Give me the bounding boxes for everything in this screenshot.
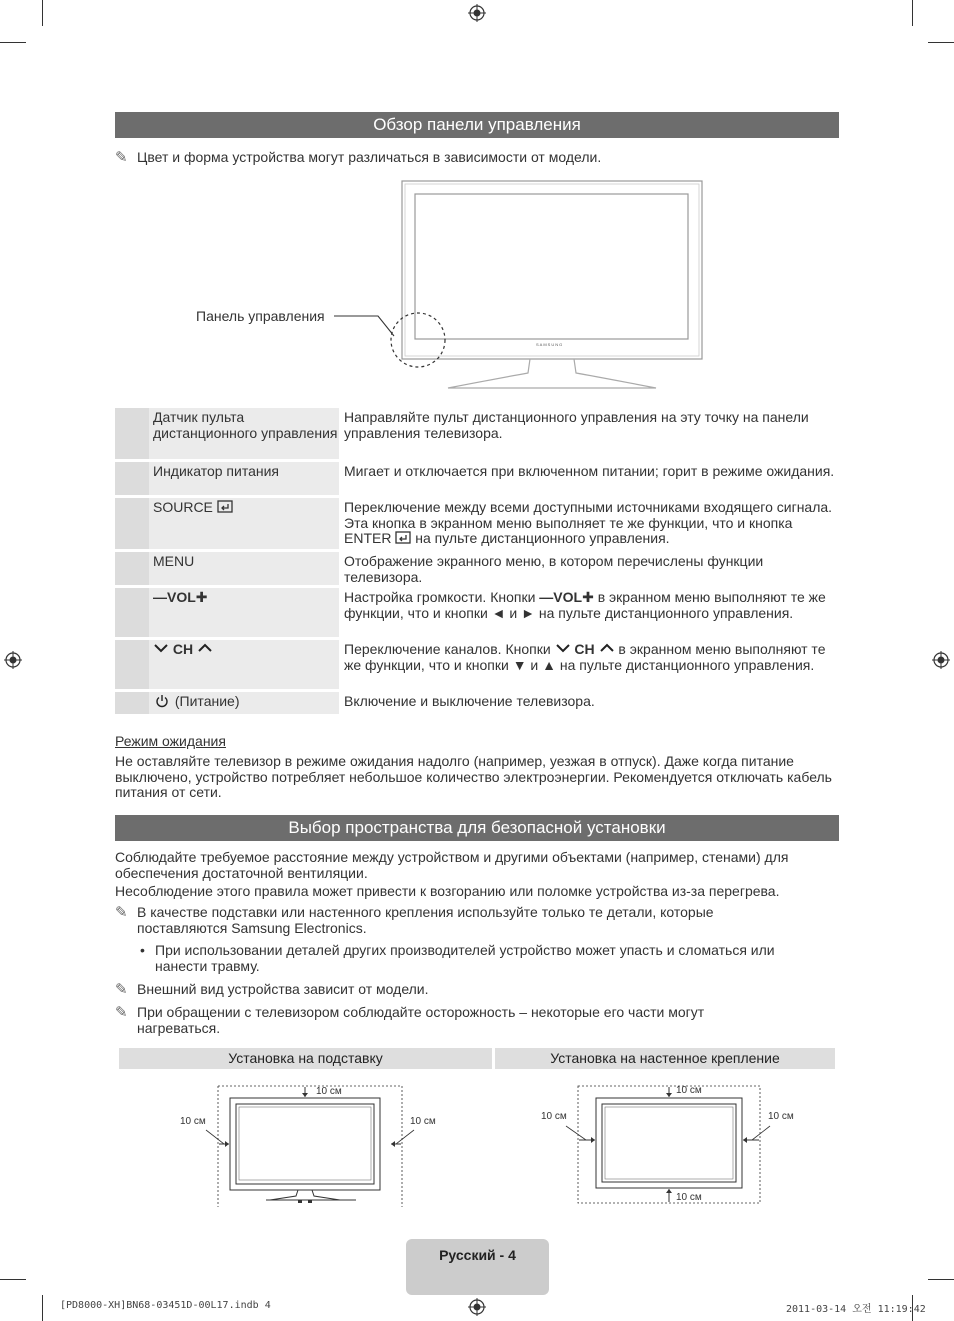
crop-mark (928, 1279, 954, 1280)
paragraph: Несоблюдение этого правила может привести к возгоранию или поломке устройства из-за перегрева. (115, 883, 780, 899)
table-row (115, 462, 839, 495)
crop-mark (42, 1295, 43, 1321)
registration-mark-icon (932, 651, 950, 669)
section-title-control-panel: Обзор панели управления (115, 112, 839, 138)
note: ✎ В качестве подставки или настенного крепления используйте только те детали, которые поставляются Samsung Electronics. (115, 904, 714, 936)
table-cell-name: MENU (149, 552, 339, 585)
crop-mark (928, 42, 954, 43)
plus-icon: ✚ (195, 589, 208, 605)
note: ✎ Внешний вид устройства зависит от модели. (115, 981, 429, 998)
table-cell-desc: Настройка громкости. Кнопки —VOL✚ в экранном меню выполняют те же функции, что и кнопки ◄ и ► на пульте дистанционного управления. (344, 589, 826, 621)
control-panel-table (115, 408, 839, 717)
table-row (115, 498, 839, 549)
table-cell-name: Датчик пульта дистанционного управления (149, 408, 339, 459)
chevron-up-icon (197, 642, 213, 654)
page-number: Русский - 4 (439, 1247, 516, 1263)
crop-mark (42, 0, 43, 26)
pencil-note-icon: ✎ (115, 1004, 128, 1021)
table-row (115, 408, 839, 459)
table-cell-desc: Включение и выключение телевизора. (344, 693, 595, 709)
wall-clearance-diagram (530, 1082, 810, 1207)
table-cell-name: Индикатор питания (149, 462, 339, 495)
tv-front-illustration (380, 178, 710, 393)
table-cell-name: SOURCE (149, 498, 339, 549)
plus-icon: ✚ (582, 589, 594, 605)
pencil-note-icon: ✎ (115, 981, 128, 998)
table-cell-desc: Отображение экранного меню, в котором перечислены функции телевизора. (344, 553, 764, 585)
dim-label: 10 см (180, 1116, 206, 1127)
enter-icon (395, 531, 411, 544)
bullet-item: • При использовании деталей других производителей устройство может упасть и сломаться или нанести травму. (140, 942, 775, 974)
pencil-note-icon: ✎ (115, 904, 128, 921)
registration-mark-icon (4, 651, 22, 669)
table-row (115, 588, 839, 637)
callout-label: Панель управления (196, 308, 325, 324)
table-row (115, 552, 839, 585)
table-cell-name: (Питание) (149, 692, 339, 714)
bullet-icon: • (140, 942, 145, 958)
pencil-note-icon: ✎ (115, 149, 128, 166)
minus-icon: — (153, 589, 167, 605)
stand-clearance-diagram (170, 1082, 450, 1207)
table-cell-desc: Переключение каналов. Кнопки CH в экранном меню выполняют те же функции, что и кнопки ▼ и ▲ на пульте дистанционного управления. (344, 641, 826, 673)
standby-text: Не оставляйте телевизор в режиме ожидания надолго (например, уезжая в отпуск). Даже когда питание выключено, устройство потребляет небольшое количество электроэнергии. Рекомендуется отключать кабель питания от сети. (115, 753, 832, 800)
chevron-down-icon (555, 642, 571, 654)
dim-label: 10 см (676, 1192, 702, 1203)
crop-mark (912, 0, 913, 26)
dim-label: 10 см (410, 1116, 436, 1127)
file-slug: [PD8000-XH]BN68-03451D-00L17.indb 4 (60, 1300, 271, 1311)
crop-mark (0, 42, 26, 43)
registration-mark-icon (468, 1298, 486, 1316)
note: ✎ Цвет и форма устройства могут различаться в зависимости от модели. (115, 149, 602, 166)
minus-icon: — (539, 589, 554, 605)
registration-mark-icon (468, 4, 486, 22)
tv-brand-text: SAMSUNG (536, 342, 564, 347)
date-slug: 2011-03-14 오전 11:19:42 (786, 1304, 926, 1315)
standby-heading: Режим ожидания (115, 733, 226, 749)
chevron-up-icon (599, 642, 615, 654)
callout-line (334, 312, 404, 342)
table-row (115, 640, 839, 689)
table-cell-name: —VOL✚ (149, 588, 339, 637)
table-cell-desc: Мигает и отключается при включенном питании; горит в режиме ожидания. (344, 463, 835, 479)
source-enter-icon (217, 500, 233, 513)
dim-label: 10 см (676, 1085, 702, 1096)
chevron-down-icon (153, 642, 169, 654)
dim-label: 10 см (541, 1111, 567, 1122)
table-cell-desc: Направляйте пульт дистанционного управления на эту точку на панели управления телевизора. (344, 409, 809, 441)
wall-install-title: Установка на настенное крепление (495, 1048, 835, 1069)
note: ✎ При обращении с телевизором соблюдайте осторожность – некоторые его части могут нагреваться. (115, 1004, 705, 1036)
paragraph: Соблюдайте требуемое расстояние между устройством и другими объектами (например, стенами) для обеспечения достаточной вентиляции. (115, 849, 789, 881)
dim-label: 10 см (316, 1086, 342, 1097)
dim-label: 10 см (768, 1111, 794, 1122)
stand-install-title: Установка на подставку (119, 1048, 492, 1069)
power-icon (153, 694, 171, 708)
section-title-safe-installation: Выбор пространства для безопасной установки (115, 815, 839, 841)
table-row (115, 692, 839, 714)
table-cell-desc: Переключение между всеми доступными источниками входящего сигнала. Эта кнопка в экранном меню выполняет те же функции, что и кнопка ENTER на пульте дистанционного управления. (344, 499, 833, 546)
crop-mark (0, 1279, 26, 1280)
table-cell-name: CH (149, 640, 339, 689)
